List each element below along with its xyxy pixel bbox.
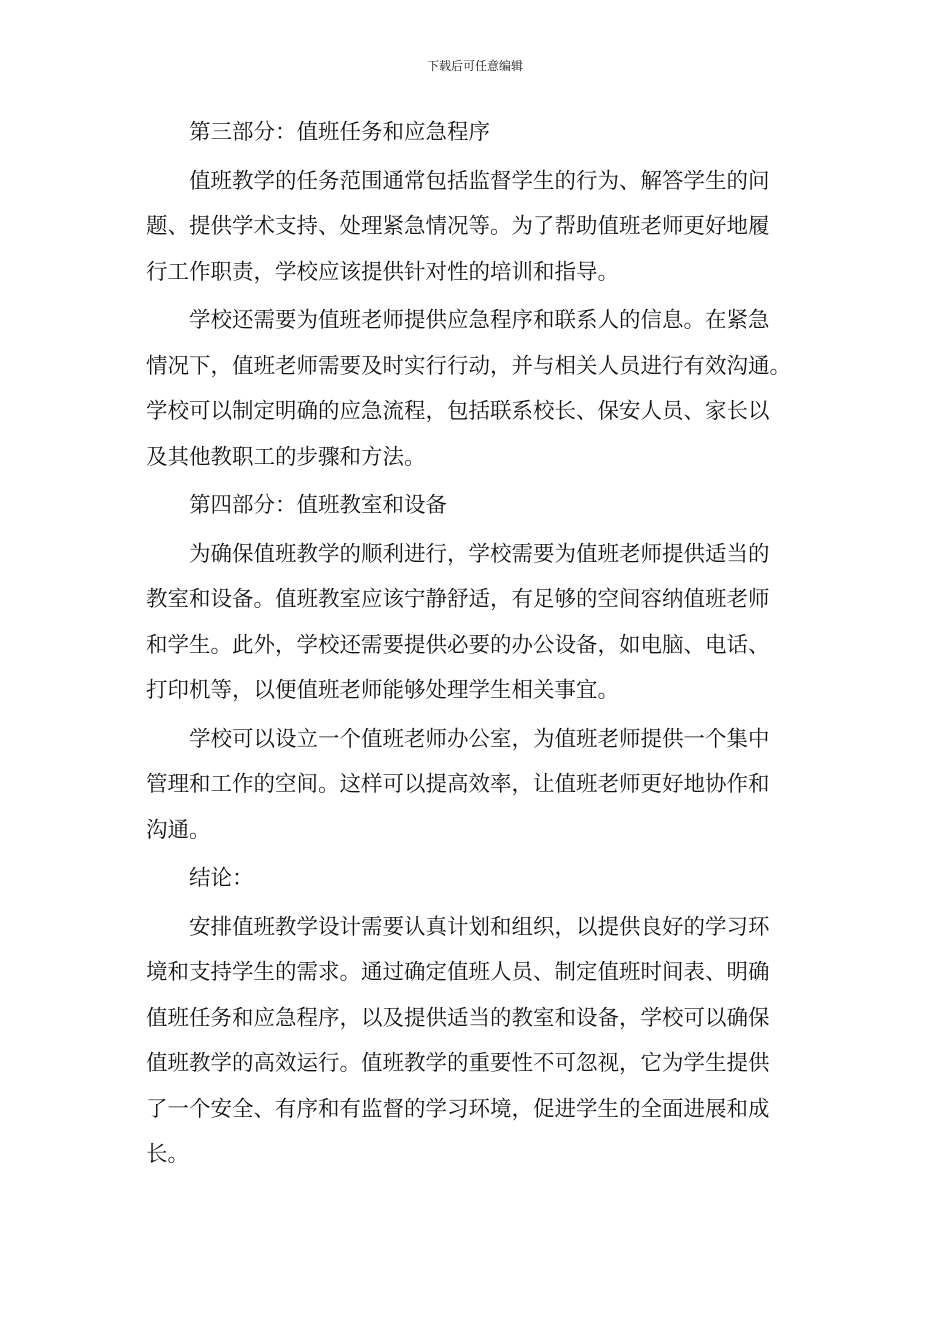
paragraph-line: 安排值班教学设计需要认真计划和组织，以提供良好的学习环	[189, 914, 770, 940]
paragraph-line: 值班教学的任务范围通常包括监督学生的行为、解答学生的问	[189, 168, 770, 194]
paragraph-line: 学校可以制定明确的应急流程，包括联系校长、保安人员、家长以	[146, 399, 770, 424]
paragraph-line: 打印机等，以便值班老师能够处理学生相关事宜。	[146, 678, 620, 703]
heading-line: 第三部分：值班任务和应急程序	[189, 120, 491, 145]
section-heading-part-3	[146, 110, 806, 156]
paragraph-line: 教室和设备。值班教室应该宁静舒适，有足够的空间容纳值班老师	[146, 587, 770, 612]
paragraph-line: 和学生。此外，学校还需要提供必要的办公设备，如电脑、电话、	[146, 632, 770, 658]
paragraph-line: 情况下，值班老师需要及时实行行动，并与相关人员进行有效沟通。	[146, 353, 792, 379]
paragraph-line: 值班任务和应急程序，以及提供适当的教室和设备，学校可以确保	[146, 1005, 770, 1031]
paragraph-line: 值班教学的高效运行。值班教学的重要性不可忽视，它为学生提供	[146, 1051, 770, 1076]
paragraph-line: 为确保值班教学的顺利进行，学校需要为值班老师提供适当的	[189, 541, 770, 567]
heading-line: 结论：	[189, 866, 254, 891]
paragraph-duty-tasks	[146, 159, 806, 296]
paragraph-line: 行工作职责，学校应该提供针对性的培训和指导。	[146, 259, 620, 285]
paragraph-line: 管理和工作的空间。这样可以提高效率，让值班老师更好地协作和	[146, 772, 770, 797]
paragraph-duty-office	[146, 717, 806, 854]
paragraph-conclusion	[146, 905, 806, 1178]
paragraph-line: 境和支持学生的需求。通过确定值班人员、制定值班时间表、明确	[146, 960, 770, 985]
section-heading-conclusion	[146, 856, 806, 902]
paragraph-line: 长。	[146, 1142, 190, 1167]
page-header: 下载后可任意编辑	[426, 59, 523, 73]
paragraph-line: 沟通。	[146, 817, 211, 843]
paragraph-classroom-equipment	[146, 532, 806, 714]
paragraph-line: 了一个安全、有序和有监督的学习环境，促进学生的全面进展和成	[146, 1096, 770, 1122]
paragraph-line: 题、提供学术支持、处理紧急情况等。为了帮助值班老师更好地履	[146, 214, 770, 239]
heading-line: 第四部分：值班教室和设备	[189, 493, 448, 518]
section-heading-part-4	[146, 483, 806, 529]
paragraph-line: 学校可以设立一个值班老师办公室，为值班老师提供一个集中	[189, 726, 770, 752]
paragraph-line: 及其他教职工的步骤和方法。	[146, 444, 426, 470]
paragraph-emergency-procedures	[146, 298, 806, 480]
document-body	[146, 110, 806, 1181]
paragraph-line: 学校还需要为值班老师提供应急程序和联系人的信息。在紧急	[189, 308, 770, 333]
